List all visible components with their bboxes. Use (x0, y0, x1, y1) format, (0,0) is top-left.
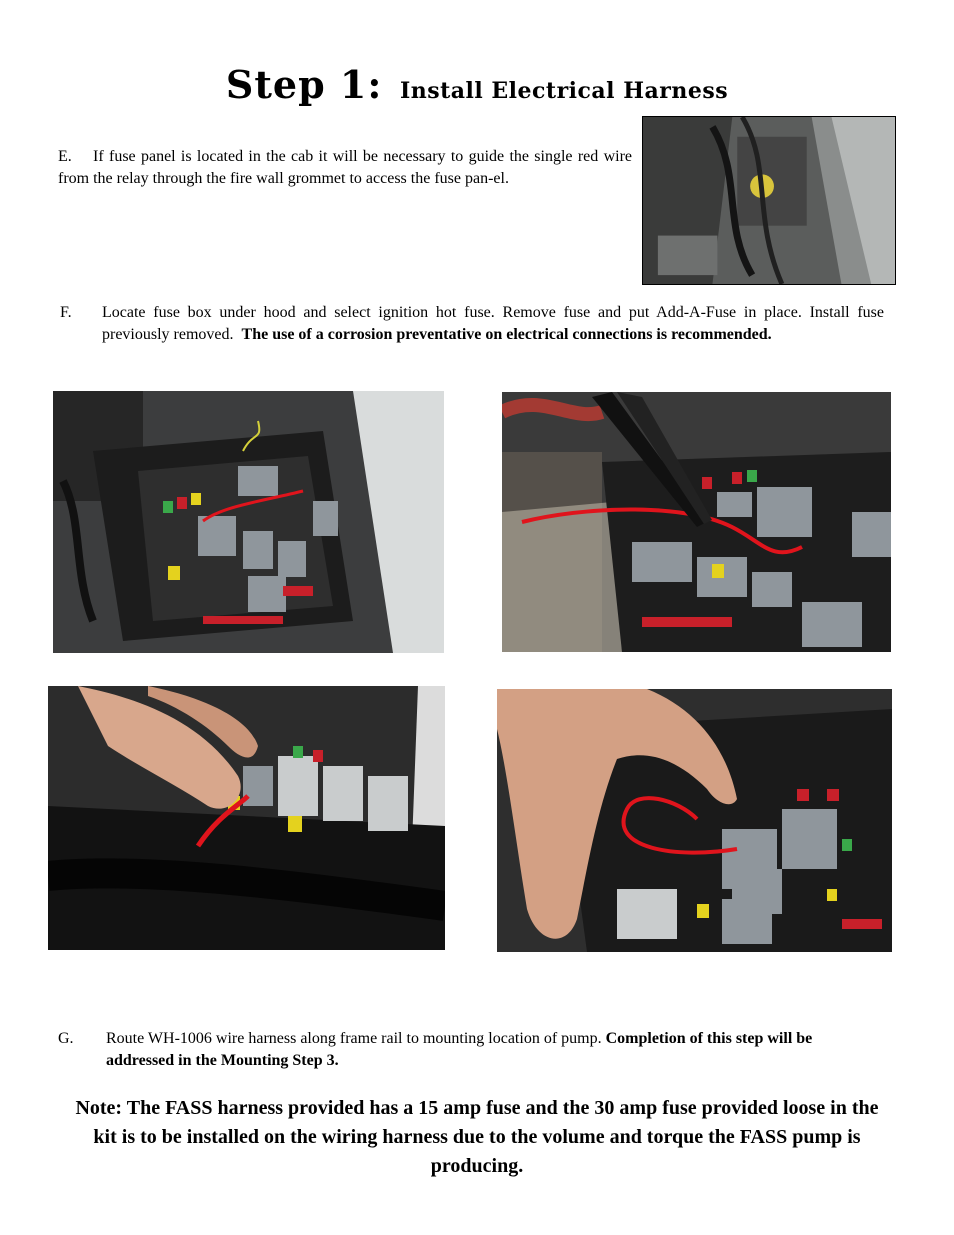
step-g-paragraph (58, 1028, 884, 1072)
step-f-text: Locate fuse box under hood and select ignition hot fuse. Remove fuse and put Add-A-Fuse in place. Install fuse previously removed. (102, 304, 884, 343)
step-e-paragraph (58, 146, 632, 190)
firewall-grommet-photo (642, 116, 896, 285)
step-e-label: E. (58, 148, 72, 165)
step-f-bold: The use of a corrosion preventative on electrical connections is recommended. (241, 326, 772, 343)
step-g-text: Route WH-1006 wire harness along frame rail to mounting location of pump. (106, 1030, 602, 1047)
step-e-text: If fuse panel is located in the cab it will be necessary to guide the single red wire from the relay through the fire wall grommet to access the fuse pan-el. (58, 148, 633, 187)
step-title: Step 1: (225, 62, 383, 107)
fuse-note: Note: The FASS harness provided has a 15 amp fuse and the 30 amp fuse provided loose in the kit is to be installed on the wiring harness due to the volume and torque the FASS pump is producing. (75, 1097, 879, 1177)
step-f-paragraph (60, 302, 884, 346)
fuse-box-photo-4 (497, 689, 892, 952)
step-g-bold: Completion of this step will be addressed in the Mounting Step 3. (106, 1030, 813, 1069)
step-f-label: F. (60, 304, 72, 321)
fuse-box-photo-2 (502, 392, 891, 652)
fuse-box-photo-3 (48, 686, 445, 950)
step-g-label: G. (58, 1030, 74, 1047)
step-subtitle: Install Electrical Harness (399, 78, 729, 104)
fuse-box-photo-1 (53, 391, 444, 653)
page-heading (0, 62, 954, 107)
